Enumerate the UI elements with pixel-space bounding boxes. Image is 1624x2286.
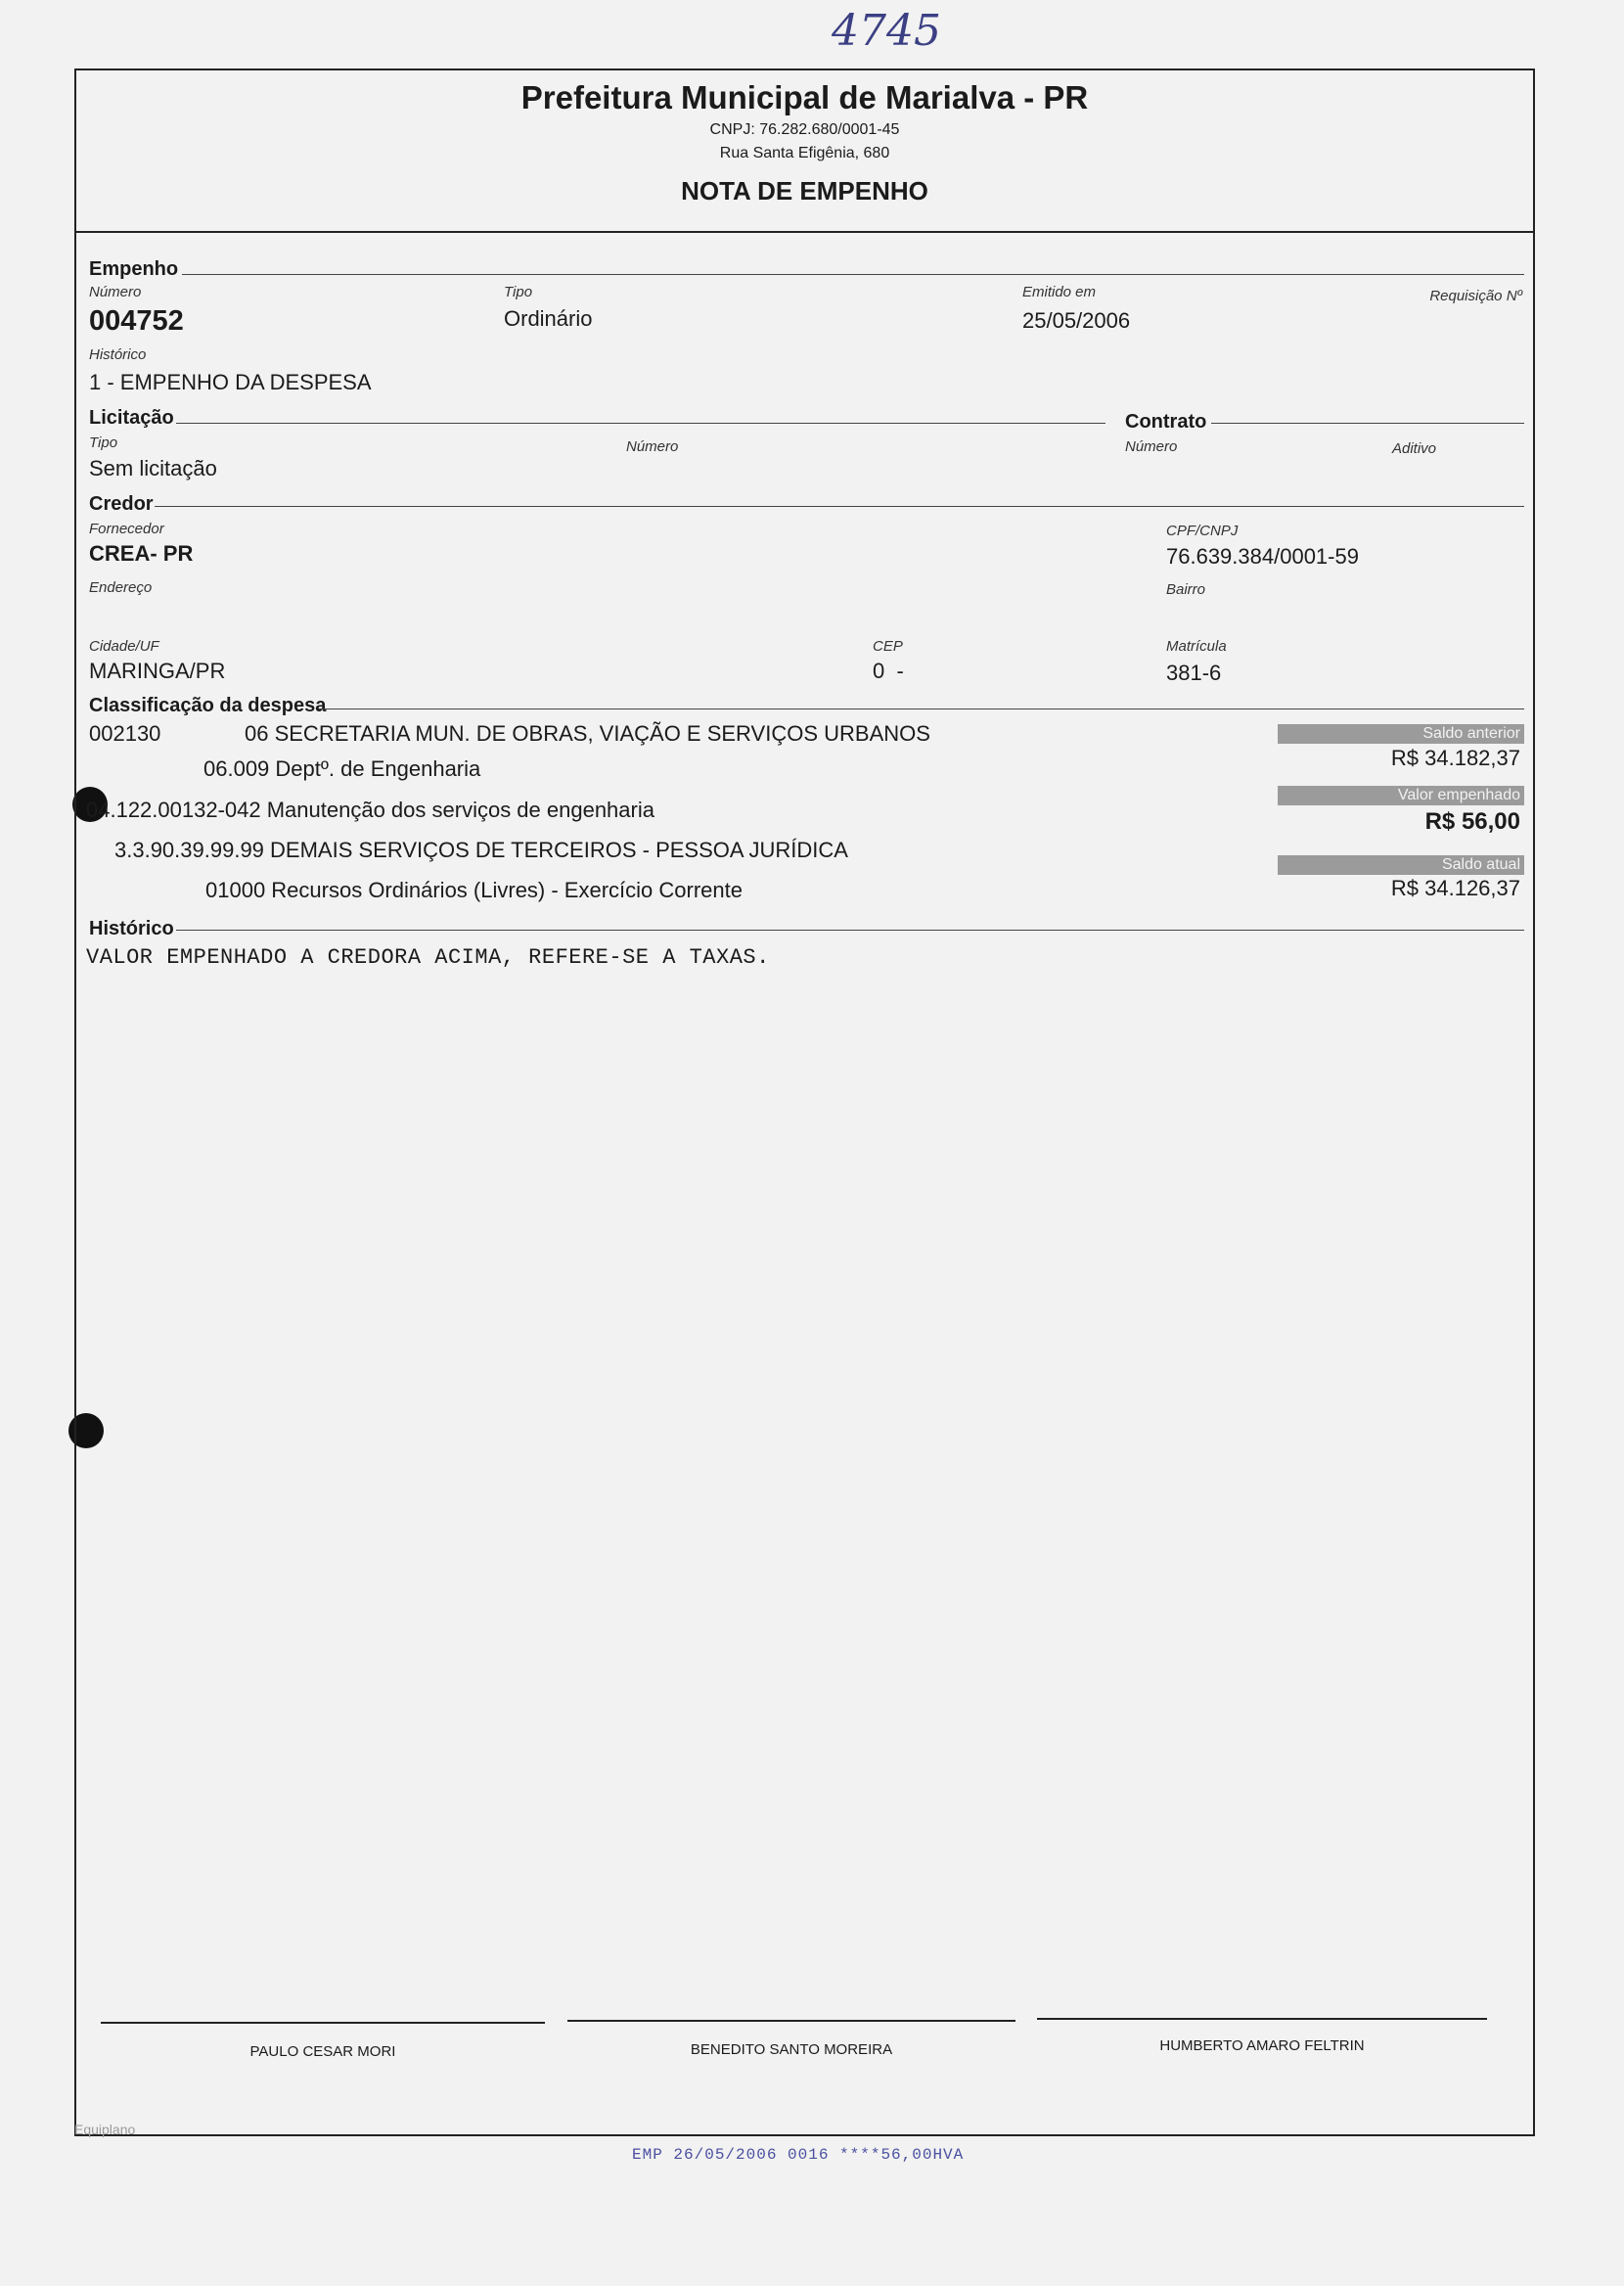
classificacao-natureza: 3.3.90.39.99.99 DEMAIS SERVIÇOS DE TERCEIROS - PESSOA JURÍDICA	[114, 838, 848, 862]
saldo-anterior-label: Saldo anterior	[1278, 724, 1524, 744]
licitacao-rule	[176, 423, 1105, 424]
mechanical-stamp: EMP 26/05/2006 0016 ****56,00HVA	[632, 2146, 965, 2164]
licitacao-section-label: Licitação	[89, 407, 174, 429]
classificacao-recurso: 01000 Recursos Ordinários (Livres) - Exercício Corrente	[205, 878, 743, 902]
contrato-numero-label: Número	[1125, 438, 1178, 455]
licitacao-numero-label: Número	[626, 438, 679, 455]
cidade-uf-label: Cidade/UF	[89, 638, 159, 655]
requisicao-label: Requisição Nº	[1429, 288, 1522, 304]
licitacao-tipo: Sem licitação	[89, 456, 217, 480]
contrato-section-label: Contrato	[1125, 411, 1207, 433]
historico-rule	[176, 930, 1524, 931]
classificacao-section-label: Classificação da despesa	[89, 695, 327, 716]
bairro-label: Bairro	[1166, 581, 1206, 598]
historico-section-label: Histórico	[89, 918, 174, 939]
saldo-atual-value: R$ 34.126,37	[1390, 876, 1520, 900]
fornecedor-label: Fornecedor	[89, 521, 164, 537]
endereco-label: Endereço	[89, 579, 153, 596]
cep-value: 0 -	[873, 659, 904, 683]
matricula-value: 381-6	[1166, 661, 1222, 685]
fornecedor-name: CREA- PR	[89, 541, 194, 566]
contrato-rule	[1211, 423, 1524, 424]
emitido-label: Emitido em	[1022, 284, 1097, 300]
signature-line-1	[101, 2022, 545, 2024]
classificacao-unidade: 06.009 Deptº. de Engenharia	[203, 756, 481, 781]
empenho-numero-label: Número	[89, 284, 142, 300]
matricula-label: Matrícula	[1166, 638, 1227, 655]
credor-section-label: Credor	[89, 493, 154, 515]
empenho-tipo-label: Tipo	[504, 284, 533, 300]
valor-empenhado-label: Valor empenhado	[1278, 786, 1524, 805]
empenho-numero: 004752	[89, 305, 184, 337]
empenho-tipo: Ordinário	[504, 306, 593, 331]
credor-rule	[155, 506, 1524, 507]
cpf-cnpj-label: CPF/CNPJ	[1166, 523, 1239, 539]
emitido-date: 25/05/2006	[1022, 308, 1131, 333]
signature-name-2: BENEDITO SANTO MOREIRA	[690, 2041, 893, 2058]
signature-line-2	[567, 2020, 1015, 2022]
header-divider	[74, 231, 1535, 233]
contrato-aditivo-label: Aditivo	[1392, 440, 1437, 457]
cep-label: CEP	[873, 638, 903, 655]
institution-cnpj: CNPJ: 76.282.680/0001-45	[709, 121, 900, 138]
historico-text: VALOR EMPENHADO A CREDORA ACIMA, REFERE-SE A TAXAS.	[86, 945, 770, 970]
classificacao-funcional: 04.122.00132-042 Manutenção dos serviços de engenharia	[86, 798, 654, 822]
software-label: Equiplano	[74, 2122, 136, 2137]
licitacao-tipo-label: Tipo	[89, 434, 118, 451]
cidade-uf: MARINGA/PR	[89, 659, 226, 683]
saldo-anterior-value: R$ 34.182,37	[1390, 746, 1520, 770]
signature-name-1: PAULO CESAR MORI	[249, 2043, 396, 2060]
classificacao-orgao: 06 SECRETARIA MUN. DE OBRAS, VIAÇÃO E SERVIÇOS URBANOS	[245, 721, 930, 746]
institution-title: Prefeitura Municipal de Marialva - PR	[520, 79, 1089, 115]
institution-address: Rua Santa Efigênia, 680	[719, 145, 890, 161]
empenho-historico: 1 - EMPENHO DA DESPESA	[89, 370, 372, 394]
header	[74, 76, 1535, 206]
empenho-section-label: Empenho	[89, 258, 179, 280]
cpf-cnpj: 76.639.384/0001-59	[1166, 544, 1359, 569]
valor-empenhado-value: R$ 56,00	[1424, 808, 1520, 835]
handwritten-annotation: 4745	[832, 6, 941, 56]
signature-name-3: HUMBERTO AMARO FELTRIN	[1159, 2037, 1365, 2054]
document-title: NOTA DE EMPENHO	[681, 176, 928, 206]
signature-line-3	[1037, 2018, 1487, 2020]
empenho-rule	[182, 274, 1524, 275]
empenho-historico-label: Histórico	[89, 346, 147, 363]
saldo-atual-label: Saldo atual	[1278, 855, 1524, 875]
classificacao-code: 002130	[89, 721, 161, 746]
